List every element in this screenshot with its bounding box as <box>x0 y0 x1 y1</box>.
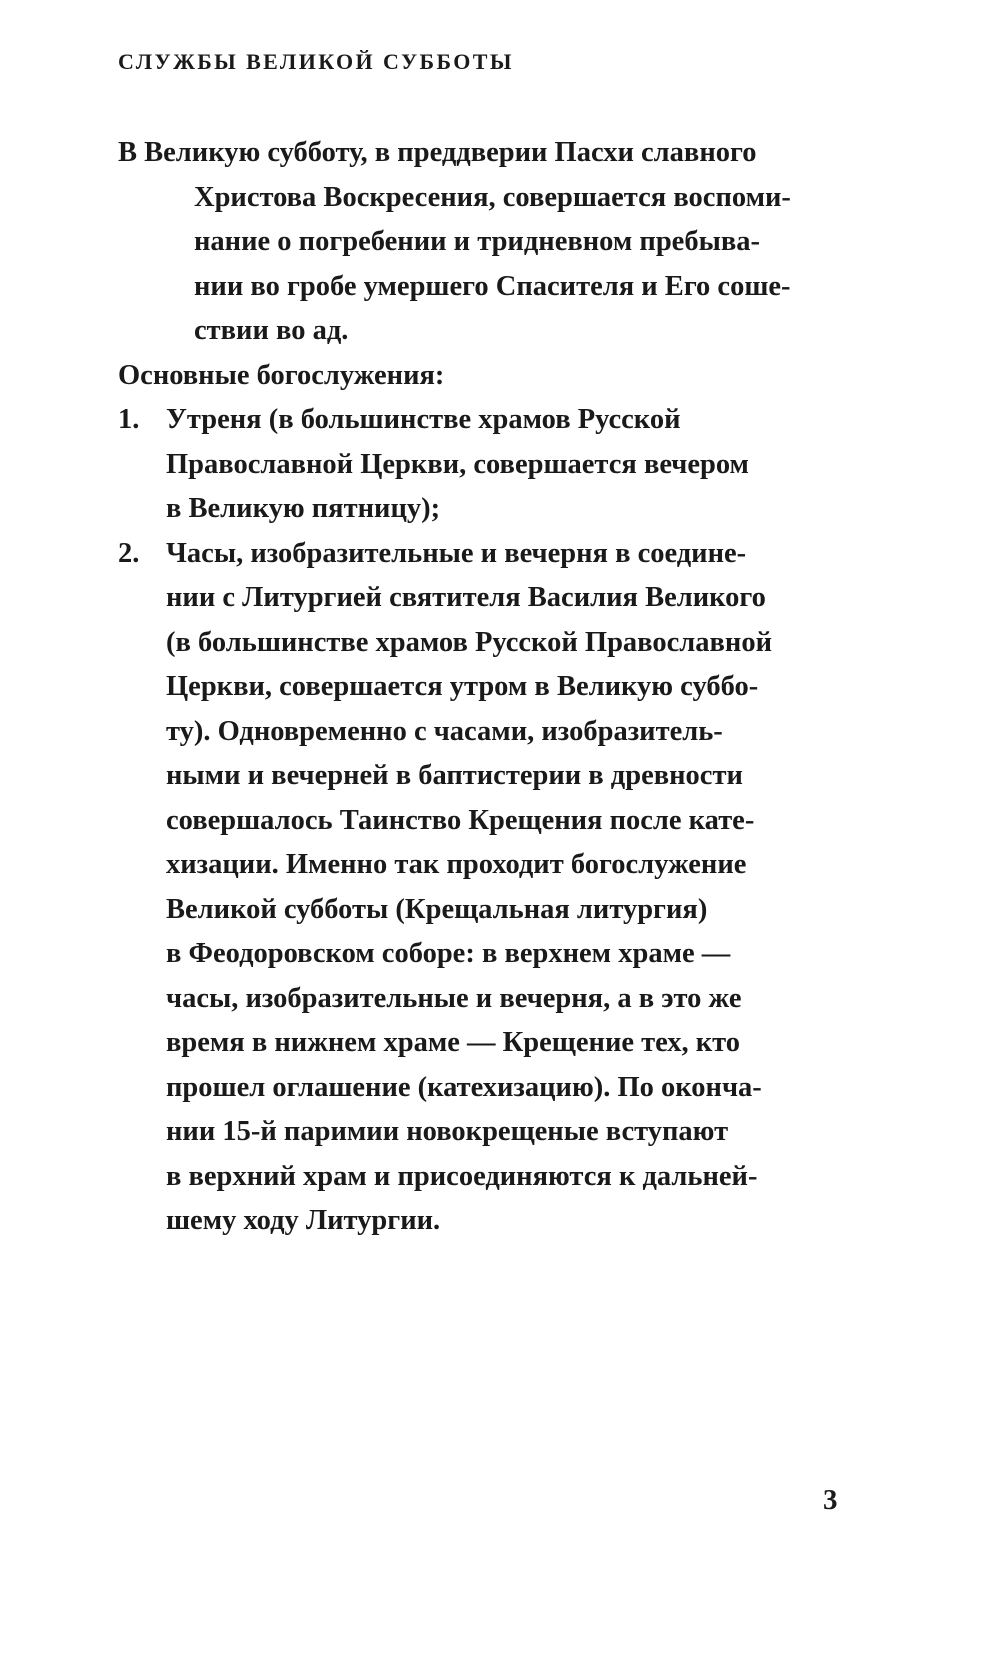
list-item-line: ту). Одновременно с часами, изобразитель- <box>166 715 723 747</box>
list-item-text: Часы, изобразительные и вечерня в соедине- <box>166 537 747 569</box>
list-item <box>118 398 848 532</box>
list-item-line: хизации. Именно так проходит богослужение <box>166 849 747 880</box>
list-item-line: Церкви, совершается утром в Великую суббо- <box>166 671 759 702</box>
list-item-line <box>118 398 848 443</box>
intro-paragraph <box>118 131 848 354</box>
body-text <box>118 131 848 1244</box>
list-item-number: 1. <box>118 404 140 435</box>
list-item-line: в Феодоровском соборе: в верхнем храме — <box>166 938 731 969</box>
list-item-line: в Великую пятницу); <box>166 493 441 524</box>
list-item-line: прошел оглашение (катехизацию). По оконча- <box>166 1071 762 1103</box>
list-item-line <box>118 532 848 577</box>
list-item-line: шему ходу Литургии. <box>166 1205 441 1236</box>
intro-line: Христова Воскресения, совершается воспоми- <box>194 181 791 213</box>
list-item-line: время в нижнем храме — Крещение тех, кто <box>166 1027 741 1058</box>
list-item-line: Великой субботы (Крещальная литургия) <box>166 893 708 925</box>
intro-line: нание о погребении и тридневном пребыва- <box>194 226 760 257</box>
intro-line: нии во гробе умершего Спасителя и Его соше- <box>194 270 791 302</box>
services-heading: Основные богослужения: <box>118 359 445 391</box>
intro-line: ствии во ад. <box>194 315 349 346</box>
list-item-line: (в большинстве храмов Русской Православной <box>166 626 772 658</box>
list-item-line: часы, изобразительные и вечерня, а в это же <box>166 982 742 1014</box>
list-item-line: Православной Церкви, совершается вечером <box>166 448 749 480</box>
list-item-line: ными и вечерней в баптистерии в древности <box>166 760 743 791</box>
list-item-line: нии 15-й паримии новокрещеные вступают <box>166 1116 729 1147</box>
list-item-text: Утреня (в большинстве храмов Русской <box>166 404 681 435</box>
page-number: 3 <box>823 1484 838 1516</box>
list-item-line: нии с Литургией святителя Василия Великого <box>166 582 766 613</box>
running-head: СЛУЖБЫ ВЕЛИКОЙ СУББОТЫ <box>118 49 514 74</box>
list-item-line: совершалось Таинство Крещения после кате- <box>166 804 755 836</box>
list-item <box>118 532 848 1244</box>
list-item-line: в верхний храм и присоединяются к дальней- <box>166 1160 758 1192</box>
list-item-number: 2. <box>118 537 140 569</box>
intro-line: В Великую субботу, в преддверии Пасхи славного <box>118 137 757 168</box>
